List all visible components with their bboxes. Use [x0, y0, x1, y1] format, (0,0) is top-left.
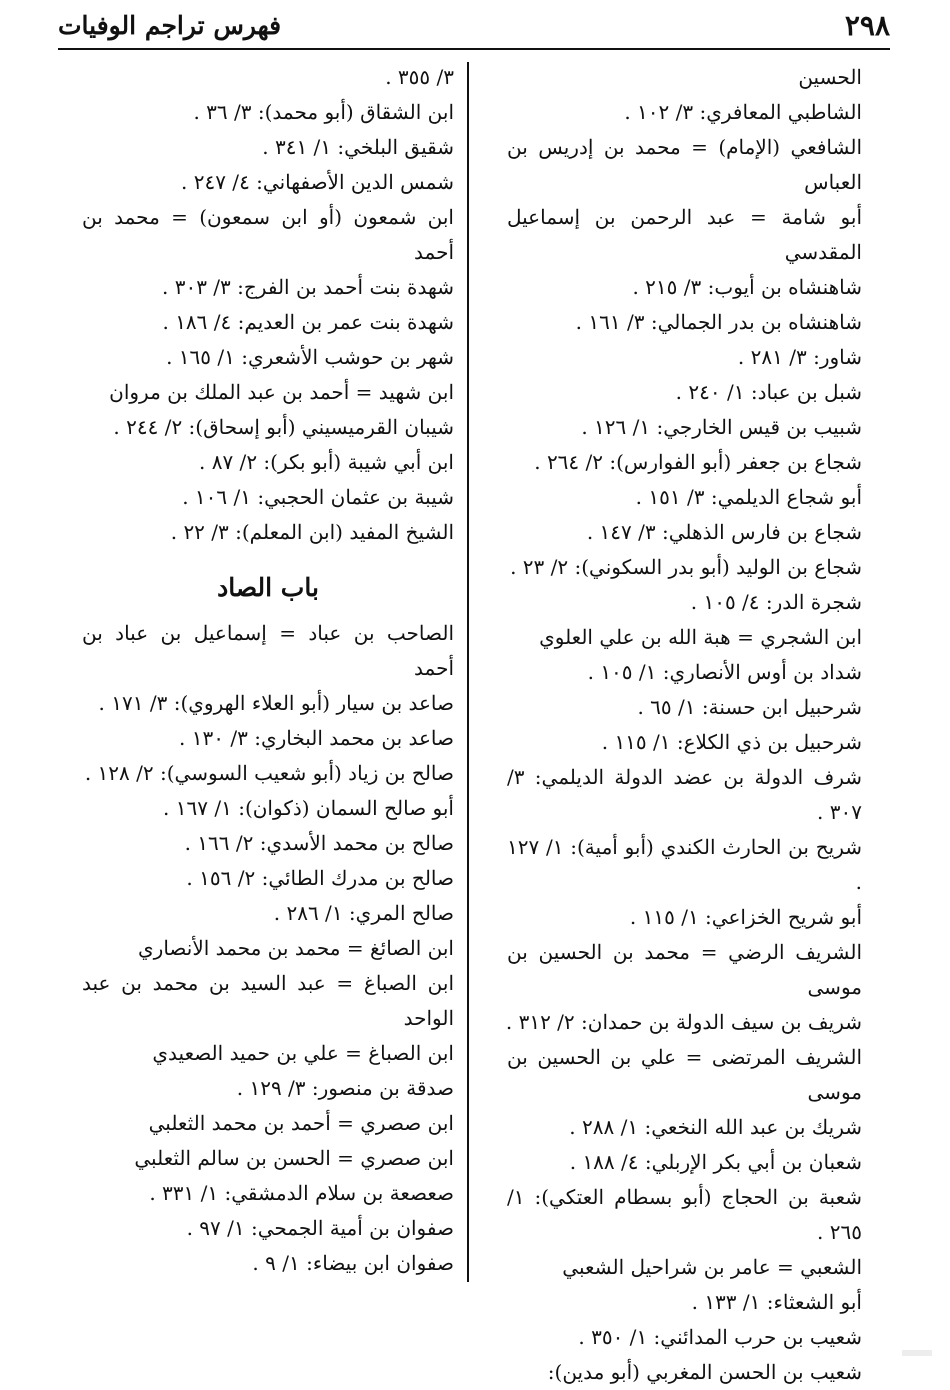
index-entry: صالح بن محمد الأسدي: ٢/ ١٦٦ .	[184, 831, 454, 855]
left-entries-after	[82, 616, 454, 1281]
index-entry: الشيخ المفيد (ابن المعلم): ٣/ ٢٢ .	[170, 520, 454, 544]
index-entry: شرحبيل بن ذي الكلاع: ١/ ١١٥ .	[601, 730, 862, 754]
index-entry: ٣/ ٣٥٥ .	[385, 65, 454, 89]
index-entry: شجاع بن الوليد (أبو بدر السكوني): ٢/ ٢٣ .	[510, 555, 862, 579]
index-entry: صالح المري: ١/ ٢٨٦ .	[273, 901, 454, 925]
index-entry: الصاحب بن عباد = إسماعيل بن عباد بن أحمد	[82, 621, 454, 680]
index-entry: شاهنشاه بن أيوب: ٣/ ٢١٥ .	[632, 275, 862, 299]
index-entry: ابن الصائغ = محمد بن محمد الأنصاري	[138, 936, 454, 960]
scan-artifact	[902, 1350, 932, 1356]
index-entry: شهر بن حوشب الأشعري: ١/ ١٦٥ .	[166, 345, 454, 369]
index-entry: صاعد بن محمد البخاري: ٣/ ١٣٠ .	[179, 726, 454, 750]
index-entry: شقيق البلخي: ١/ ٣٤١ .	[262, 135, 454, 159]
index-entry: صفوان بن أمية الجمحي: ١/ ٩٧ .	[186, 1216, 454, 1240]
index-entry: ابن شمعون (أو ابن سمعون) = محمد بن أحمد	[82, 205, 454, 264]
index-entry: شهدة بنت أحمد بن الفرج: ٣/ ٣٠٣ .	[161, 275, 454, 299]
index-entry: شداد بن أوس الأنصاري: ١/ ١٠٥ .	[587, 660, 862, 684]
index-entry: الشريف المرتضى = علي بن الحسين بن موسى	[507, 1045, 862, 1104]
index-entry: شعبة بن الحجاج (أبو بسطام العتكي): ١/ ٢٦٥ .	[507, 1185, 862, 1244]
index-entry: شريك بن عبد الله النخعي: ١/ ٢٨٨ .	[569, 1115, 862, 1139]
index-entry: الشريف الرضي = محمد بن الحسين بن موسى	[507, 940, 862, 999]
index-entry: ابن صصري = الحسن بن سالم الثعلبي	[134, 1146, 454, 1170]
index-entry: صالح بن مدرك الطائي: ٢/ ١٥٦ .	[186, 866, 454, 890]
index-entry: شاور: ٣/ ٢٨١ .	[737, 345, 862, 369]
index-entry: ابن صصري = أحمد بن محمد الثعلبي	[148, 1111, 454, 1135]
page-number: ٢٩٨	[844, 9, 890, 42]
index-entry: شبيب بن قيس الخارجي: ١/ ١٢٦ .	[581, 415, 862, 439]
left-column	[82, 60, 454, 1281]
index-entry: شيبان القرميسيني (أبو إسحاق): ٢/ ٢٤٤ .	[113, 415, 454, 439]
index-entry: ابن شهيد = أحمد بن عبد الملك بن مروان	[109, 380, 454, 404]
index-entry: ابن أبي شيبة (أبو بكر): ٢/ ٨٧ .	[199, 450, 454, 474]
index-entry: شجاع بن جعفر (أبو الفوارس): ٢/ ٢٦٤ .	[534, 450, 862, 474]
index-entry: شعيب بن الحسن المغربي (أبو مدين):	[547, 1360, 862, 1384]
index-entry: ابن الصباغ = علي بن حميد الصعيدي	[152, 1041, 454, 1065]
index-entry: صعصعة بن سلام الدمشقي: ١/ ٣٣١ .	[149, 1181, 454, 1205]
index-entry: صدقة بن منصور: ٣/ ١٢٩ .	[236, 1076, 454, 1100]
index-entry: شجاع بن فارس الذهلي: ٣/ ١٤٧ .	[586, 520, 862, 544]
index-entry: الشافعي (الإمام) = محمد بن إدريس بن العباس	[507, 135, 862, 194]
index-entry: شيبة بن عثمان الحجبي: ١/ ١٠٦ .	[182, 485, 454, 509]
index-entry: شمس الدين الأصفهاني: ٤/ ٢٤٧ .	[181, 170, 454, 194]
index-entry: صالح بن زياد (أبو شعيب السوسي): ٢/ ١٢٨ .	[84, 761, 454, 785]
index-entry: شريف بن سيف الدولة بن حمدان: ٢/ ٣١٢ .	[505, 1010, 862, 1034]
index-entry: شبل بن عباد: ١/ ٢٤٠ .	[675, 380, 862, 404]
index-entry: الشاطبي المعافري: ٣/ ١٠٢ .	[624, 100, 862, 124]
index-entry: شرحبيل ابن حسنة: ١/ ٦٥ .	[637, 695, 862, 719]
index-entry: ابن الشقاق (أبو محمد): ٣/ ٣٦ .	[193, 100, 454, 124]
index-entry: أبو شجاع الديلمي: ٣/ ١٥١ .	[635, 485, 862, 509]
index-entry: الحسين	[798, 65, 862, 89]
index-entry: شهدة بنت عمر بن العديم: ٤/ ١٨٦ .	[162, 310, 454, 334]
index-entry: شاهنشاه بن بدر الجمالي: ٣/ ١٦١ .	[575, 310, 862, 334]
right-column	[507, 60, 862, 1390]
page-header	[58, 6, 890, 46]
index-entry: ابن الصباغ = عبد السيد بن محمد بن عبد الواحد	[82, 971, 454, 1030]
running-title: فهرس تراجم الوفيات	[58, 11, 282, 40]
index-entry: شجرة الدر: ٤/ ١٠٥ .	[690, 590, 862, 614]
column-divider	[467, 62, 469, 1282]
index-entry: أبو صالح السمان (ذكوان): ١/ ١٦٧ .	[163, 796, 454, 820]
index-entry: شريح بن الحارث الكندي (أبو أمية): ١/ ١٢٧ .	[507, 835, 862, 894]
index-entry: أبو الشعثاء: ١/ ١٣٣ .	[691, 1290, 862, 1314]
index-entry: الشعبي = عامر بن شراحيل الشعبي	[562, 1255, 862, 1279]
index-entry: ابن الشجري = هبة الله بن علي العلوي	[539, 625, 862, 649]
index-entry: صاعد بن سيار (أبو العلاء الهروي): ٣/ ١٧١ .	[98, 691, 454, 715]
index-entry: أبو شريح الخزاعي: ١/ ١١٥ .	[629, 905, 862, 929]
index-entry: شرف الدولة بن عضد الدولة الديلمي: ٣/ ٣٠٧ .	[507, 765, 862, 824]
index-entry: صفوان ابن بيضاء: ١/ ٩ .	[252, 1251, 454, 1275]
section-heading-sad: باب الصاد	[217, 573, 319, 602]
index-entry: أبو شامة = عبد الرحمن بن إسماعيل المقدسي	[507, 205, 862, 264]
index-entry: شعبان بن أبي بكر الإربلي: ٤/ ١٨٨ .	[569, 1150, 862, 1174]
header-rule	[58, 48, 890, 50]
index-entry: شعيب بن حرب المدائني: ١/ ٣٥٠ .	[578, 1325, 862, 1349]
left-entries-before	[82, 60, 454, 550]
